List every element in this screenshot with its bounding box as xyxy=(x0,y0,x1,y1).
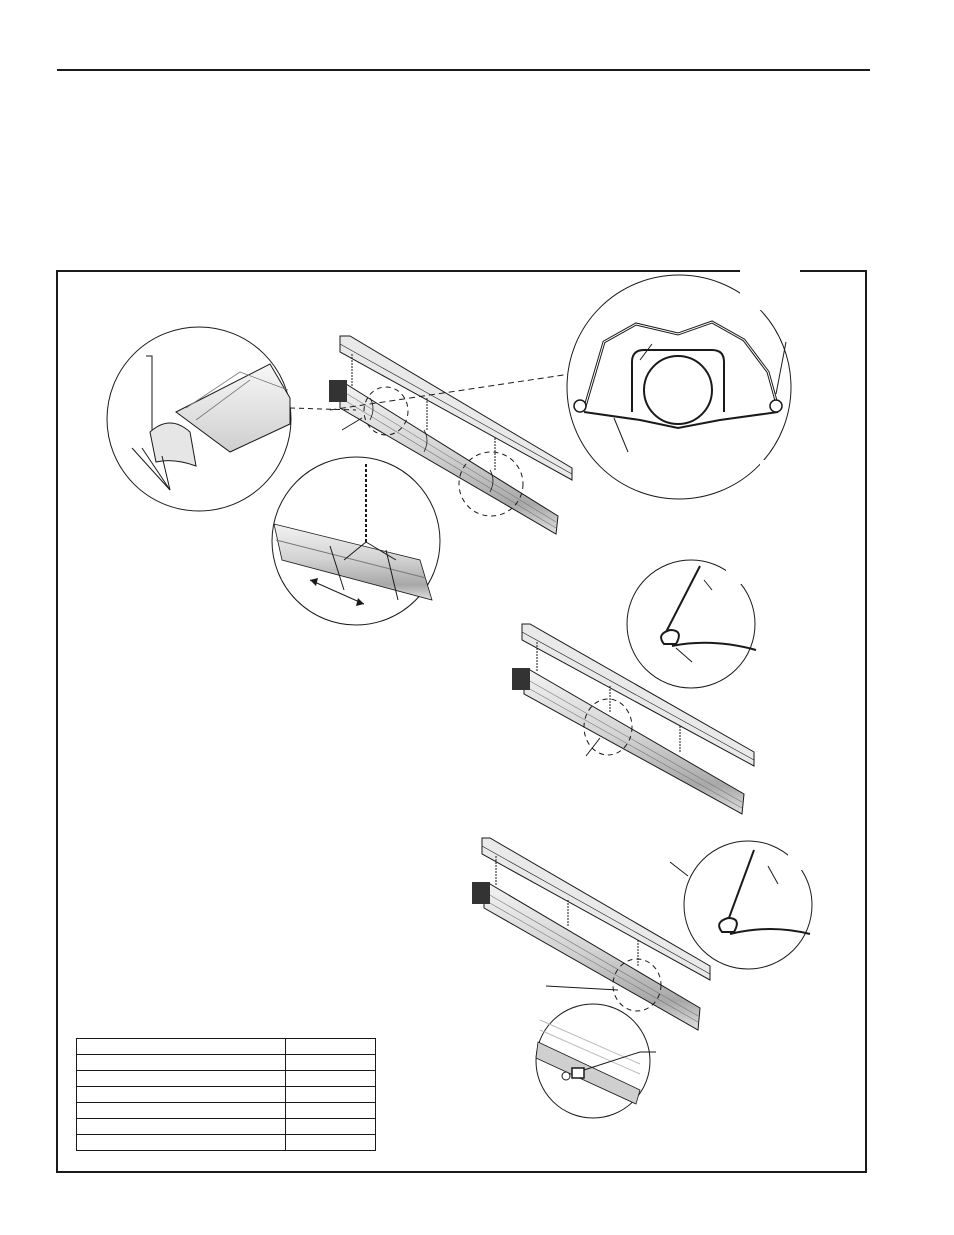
table-cell xyxy=(77,1055,286,1071)
table-row xyxy=(77,1087,376,1103)
table-cell xyxy=(286,1103,376,1119)
table-cell xyxy=(77,1071,286,1087)
tube-cross-section xyxy=(644,356,712,424)
table-cell xyxy=(286,1071,376,1087)
table-cell xyxy=(286,1119,376,1135)
table-cell xyxy=(286,1039,376,1055)
table-cell xyxy=(286,1135,376,1151)
table-cell xyxy=(77,1087,286,1103)
table-cell xyxy=(286,1055,376,1071)
burner-box xyxy=(512,668,530,690)
table-cell xyxy=(286,1087,376,1103)
table-cell xyxy=(77,1103,286,1119)
table-cell xyxy=(77,1039,286,1055)
table-cell xyxy=(77,1119,286,1135)
heater-assembly-3 xyxy=(472,838,710,1030)
table-row xyxy=(77,1103,376,1119)
burner-box xyxy=(472,882,490,904)
table-cell xyxy=(77,1135,286,1151)
table-row xyxy=(77,1119,376,1135)
table-row xyxy=(77,1071,376,1087)
detail-clip xyxy=(627,554,766,688)
detail-clip-2 xyxy=(670,830,818,969)
table-row xyxy=(77,1135,376,1151)
detail-hanger-chain xyxy=(272,457,440,625)
detail-reflector-joint xyxy=(536,1004,656,1118)
table-row xyxy=(77,1039,376,1055)
specification-table xyxy=(76,1038,376,1151)
detail-end-cap xyxy=(107,327,291,511)
table-row xyxy=(77,1055,376,1071)
detail-cross-section xyxy=(567,270,800,500)
burner-box xyxy=(329,380,347,402)
